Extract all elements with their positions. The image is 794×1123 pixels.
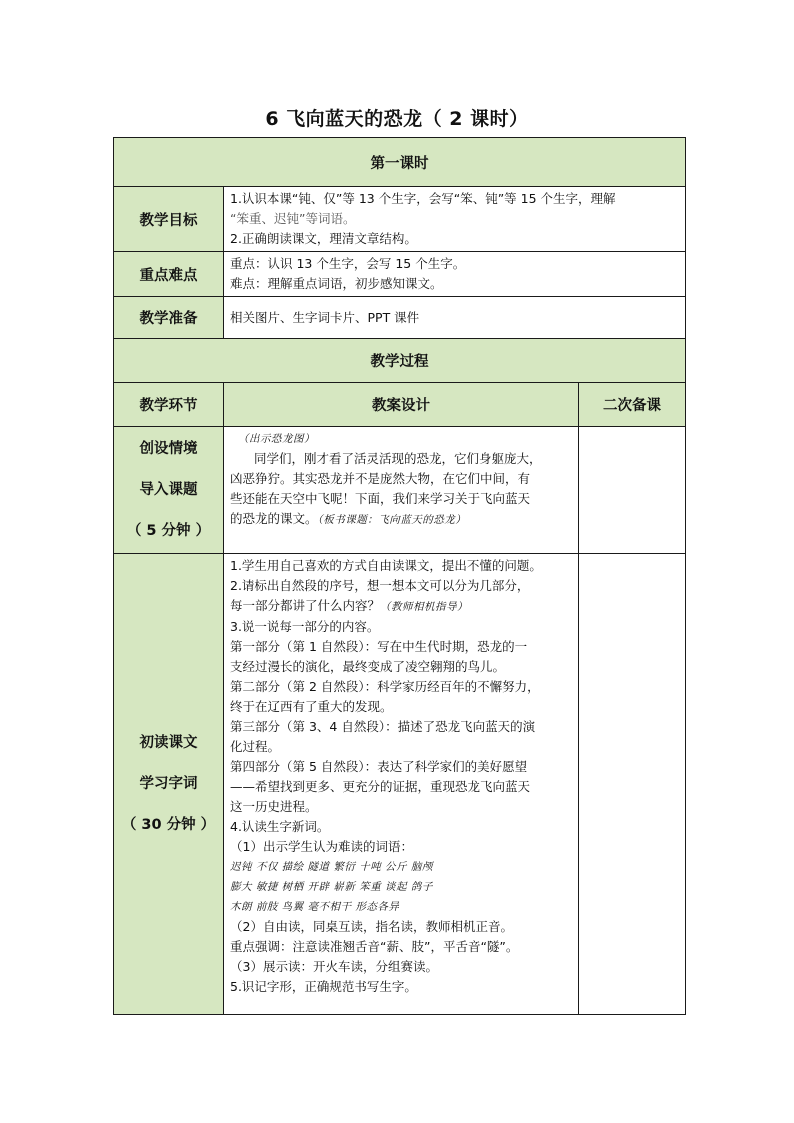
band-lesson1: 第一课时 <box>114 138 686 187</box>
row-goals <box>114 187 686 252</box>
row-key <box>114 252 686 297</box>
read-line: ——希望找到更多、更充分的证据，重现恐龙飞向蓝天 <box>230 779 531 794</box>
intro-line <box>230 509 574 530</box>
teacher-note: （教师相机指导） <box>380 601 469 613</box>
word-list-line: 木朗 前肢 鸟翼 毫不相干 形态各异 <box>230 901 400 913</box>
read-line: 重点强调：注意读准翘舌音“薪、肢”，平舌音“隧”。 <box>230 939 519 954</box>
read-line: 支经过漫长的演化，最终变成了凌空翱翔的鸟儿。 <box>230 659 506 674</box>
band-row-lesson1 <box>114 138 686 187</box>
intro-line: 同学们，刚才看了活灵活现的恐龙，它们身躯庞大， <box>254 451 542 466</box>
revision-read <box>579 554 686 1015</box>
read-line: 第三部分（第 3、4 自然段）：描述了恐龙飞向蓝天的演 <box>230 719 536 734</box>
read-line-text: 每一部分都讲了什么内容？ <box>230 598 381 613</box>
page-title: 6 飞向蓝天的恐龙（ 2 课时） <box>265 108 529 130</box>
read-line <box>230 596 574 617</box>
content-read <box>224 554 579 1015</box>
read-line: 1.学生用自己喜欢的方式自由读课文，提出不懂的问题。 <box>230 558 542 573</box>
read-line: 这一历史进程。 <box>230 799 318 814</box>
read-line: （1）出示学生认为难读的词语： <box>230 839 413 854</box>
label-key: 重点难点 <box>114 252 224 297</box>
content-intro <box>224 427 579 554</box>
column-header-revision: 二次备课 <box>579 383 686 427</box>
read-label-line: 学习字词 <box>139 775 198 792</box>
content-prep <box>224 297 686 339</box>
read-line: 第一部分（第 1 自然段）：写在中生代时期，恐龙的一 <box>230 639 528 654</box>
goals-line: 1.认识本课“钝、仅”等 13 个生字，会写“笨、钝”等 15 个生字，理解 <box>230 191 616 206</box>
intro-line-text: 的恐龙的课文。 <box>230 511 318 526</box>
label-intro <box>114 427 224 554</box>
word-list-line: 迟钝 不仅 描绘 隧道 繁衍 十吨 公斤 脑颅 <box>230 861 433 873</box>
intro-note: （出示恐龙图） <box>238 433 315 445</box>
goals-line: “笨重、迟钝”等词语。 <box>230 211 356 226</box>
revision-intro <box>579 427 686 554</box>
lesson-plan-table <box>113 137 686 1015</box>
read-line: 3.说一说每一部分的内容。 <box>230 619 380 634</box>
read-line: 化过程。 <box>230 739 281 754</box>
prep-line: 相关图片、生字词卡片、PPT 课件 <box>230 309 420 325</box>
column-header-row <box>114 383 686 427</box>
column-header-design: 教案设计 <box>224 383 579 427</box>
read-line: 2.请标出自然段的序号，想一想本文可以分为几部分， <box>230 578 530 593</box>
row-intro <box>114 427 686 554</box>
goals-line: 2.正确朗读课文，理清文章结构。 <box>230 231 417 246</box>
intro-line: 些还能在天空中飞呢！下面，我们来学习关于飞向蓝天 <box>230 491 531 506</box>
read-line: 4.认读生字新词。 <box>230 819 330 834</box>
intro-label-line: （ 5 分钟 ） <box>126 522 211 539</box>
read-line: 第二部分（第 2 自然段）：科学家历经百年的不懈努力， <box>230 679 540 694</box>
read-line: 5.识记字形，正确规范书写生字。 <box>230 979 417 994</box>
label-read <box>114 554 224 1015</box>
intro-line: 凶恶狰狞。其实恐龙并不是庞然大物，在它们中间，有 <box>230 471 531 486</box>
board-title-note: （板书课题：飞向蓝天的恐龙） <box>317 514 467 526</box>
content-goals <box>224 187 686 252</box>
read-line: （3）展示读：开火车读，分组赛读。 <box>230 959 438 974</box>
read-label-line: （ 30 分钟 ） <box>121 816 216 833</box>
key-line: 重点：认识 13 个生字，会写 15 个生字。 <box>230 256 466 271</box>
intro-label-line: 创设情境 <box>139 440 198 457</box>
column-header-stage: 教学环节 <box>114 383 224 427</box>
read-line: 第四部分（第 5 自然段）：表达了科学家们的美好愿望 <box>230 759 528 774</box>
read-line: （2）自由读，同桌互读，指名读，教师相机正音。 <box>230 919 513 934</box>
read-line: 终于在辽西有了重大的发现。 <box>230 699 393 714</box>
row-read <box>114 554 686 1015</box>
label-prep: 教学准备 <box>114 297 224 339</box>
band-row-process <box>114 339 686 383</box>
read-label-line: 初读课文 <box>139 734 198 751</box>
word-list-line: 膨大 敏捷 树栖 开辟 崭新 笨重 谈起 鸽子 <box>230 881 433 893</box>
content-key <box>224 252 686 297</box>
intro-label-line: 导入课题 <box>139 481 198 498</box>
row-prep <box>114 297 686 339</box>
band-process: 教学过程 <box>114 339 686 383</box>
key-line: 难点：理解重点词语，初步感知课文。 <box>230 276 443 291</box>
label-goals: 教学目标 <box>114 187 224 252</box>
